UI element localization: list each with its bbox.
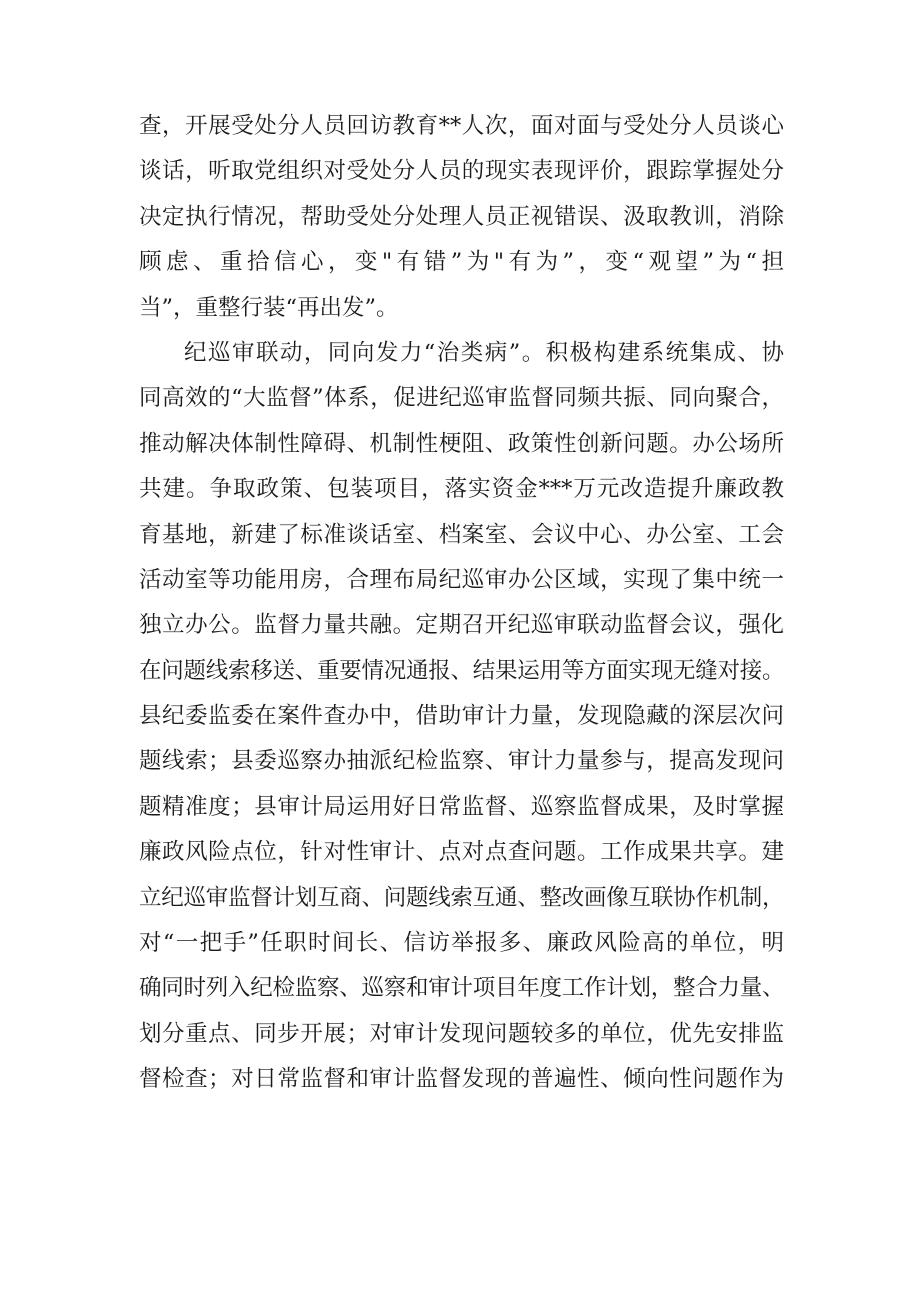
text-line: 同高效的“大监督”体系，促进纪巡审监督同频共振、同向聚合， (139, 385, 784, 412)
text-line: 独立办公。监督力量共融。定期召开纪巡审联动监督会议，强化 (139, 612, 784, 639)
text-line: 推动解决体制性障碍、机制性梗阻、政策性创新问题。办公场所 (139, 430, 784, 457)
text-line: 确同时列入纪检监察、巡察和审计项目年度工作计划，整合力量、 (139, 975, 785, 1002)
text-line: 立纪巡审监督计划互商、问题线索互通、整改画像互联协作机制， (139, 884, 785, 911)
text-line: 对“一把手”任职时间长、信访举报多、廉政风险高的单位，明 (139, 930, 784, 957)
text-line: 在问题线索移送、重要情况通报、结果运用等方面实现无缝对接。 (139, 657, 785, 684)
text-line: 决定执行情况，帮助受处分处理人员正视错误、汲取教训，消除 (139, 203, 784, 230)
text-line: 当”，重整行装“再出发”。 (139, 294, 399, 321)
text-line: 划分重点、同步开展；对审计发现问题较多的单位，优先安排监 (139, 1020, 784, 1047)
text-line: 督检查；对日常监督和审计监督发现的普遍性、倾向性问题作为 (139, 1066, 784, 1093)
document-body (139, 104, 784, 1103)
text-line: 共建。争取政策、包装项目，落实资金***万元改造提升廉政教 (139, 476, 784, 503)
text-line: 县纪委监委在案件查办中，借助审计力量，发现隐藏的深层次问 (139, 703, 784, 730)
text-line: 顾虑、重拾信心，变"有错”为"有为”，变“观望”为“担 (139, 249, 784, 276)
text-line: 廉政风险点位，针对性审计、点对点查问题。工作成果共享。建 (139, 839, 784, 866)
text-line: 谈话，听取党组织对受处分人员的现实表现评价，跟踪掌握处分 (139, 158, 784, 185)
text-line: 育基地，新建了标准谈话室、档案室、会议中心、办公室、工会 (139, 521, 784, 548)
text-line: 题线索；县委巡察办抽派纪检监察、审计力量参与，提高发现问 (139, 748, 784, 775)
text-line: 查，开展受处分人员回访教育**人次，面对面与受处分人员谈心 (139, 113, 784, 139)
text-line: 纪巡审联动，同向发力“治类病”。积极构建系统集成、协 (184, 339, 784, 366)
text-line: 题精准度；县审计局运用好日常监督、巡察监督成果，及时掌握 (139, 793, 784, 820)
text-line: 活动室等功能用房，合理布局纪巡审办公区域，实现了集中统一 (139, 566, 784, 593)
